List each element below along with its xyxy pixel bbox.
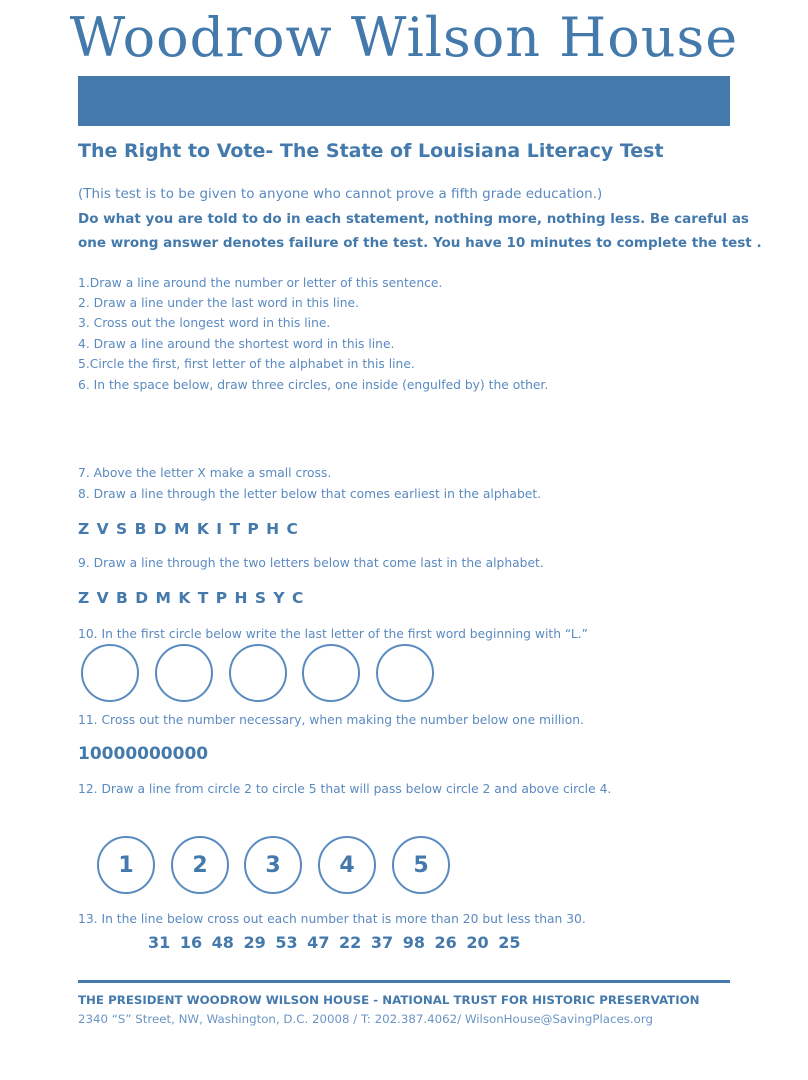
- number-circle-5: 5: [392, 836, 450, 894]
- footer-address: 2340 “S” Street, NW, Washington, D.C. 20008 / T: 202.387.4062/ WilsonHouse@SavingPlaces.org: [78, 1012, 653, 1026]
- empty-circle-1: [81, 644, 139, 702]
- question-5: 5.Circle the first, first letter of the alphabet in this line.: [78, 357, 415, 371]
- letters-line-q9: Z V B D M K T P H S Y C: [78, 589, 305, 607]
- question-12: 12. Draw a line from circle 2 to circle 5 that will pass below circle 2 and above circle 4.: [78, 782, 612, 796]
- question-3: 3. Cross out the longest word in this line.: [78, 316, 331, 330]
- number-circle-1: 1: [97, 836, 155, 894]
- question-6: 6. In the space below, draw three circles, one inside (engulfed by) the other.: [78, 378, 549, 392]
- question-7: 7. Above the letter X make a small cross.: [78, 466, 332, 480]
- question-13: 13. In the line below cross out each number that is more than 20 but less than 30.: [78, 912, 586, 926]
- question-10: 10. In the first circle below write the last letter of the first word beginning with “L.”: [78, 627, 589, 641]
- empty-circle-4: [302, 644, 360, 702]
- question-1: 1.Draw a line around the number or letter of this sentence.: [78, 276, 443, 290]
- numbers-line-q13: 31 16 48 29 53 47 22 37 98 26 20 25: [148, 933, 521, 952]
- question-4: 4. Draw a line around the shortest word in this line.: [78, 337, 395, 351]
- footer-divider: [78, 980, 730, 983]
- letters-line-q8: Z V S B D M K I T P H C: [78, 520, 299, 538]
- big-number: 10000000000: [78, 744, 209, 764]
- page-title: Woodrow Wilson House: [69, 6, 739, 69]
- question-8: 8. Draw a line through the letter below that comes earliest in the alphabet.: [78, 487, 542, 501]
- test-note: (This test is to be given to anyone who cannot prove a fifth grade education.): [78, 186, 603, 202]
- number-circle-4: 4: [318, 836, 376, 894]
- document-subtitle: The Right to Vote- The State of Louisiana Literacy Test: [78, 140, 664, 162]
- empty-circle-3: [229, 644, 287, 702]
- question-11: 11. Cross out the number necessary, when making the number below one million.: [78, 713, 584, 727]
- footer-organization: THE PRESIDENT WOODROW WILSON HOUSE - NATIONAL TRUST FOR HISTORIC PRESERVATION: [78, 993, 700, 1007]
- test-instructions: Do what you are told to do in each statement, nothing more, nothing less. Be careful as one wrong answer denotes failure of the test. You have 10 minutes to complete the test .: [78, 211, 762, 251]
- question-9: 9. Draw a line through the two letters below that come last in the alphabet.: [78, 556, 544, 570]
- header-banner: [78, 76, 730, 126]
- question-2: 2. Draw a line under the last word in this line.: [78, 296, 360, 310]
- empty-circle-5: [376, 644, 434, 702]
- number-circle-2: 2: [171, 836, 229, 894]
- number-circle-3: 3: [244, 836, 302, 894]
- empty-circle-2: [155, 644, 213, 702]
